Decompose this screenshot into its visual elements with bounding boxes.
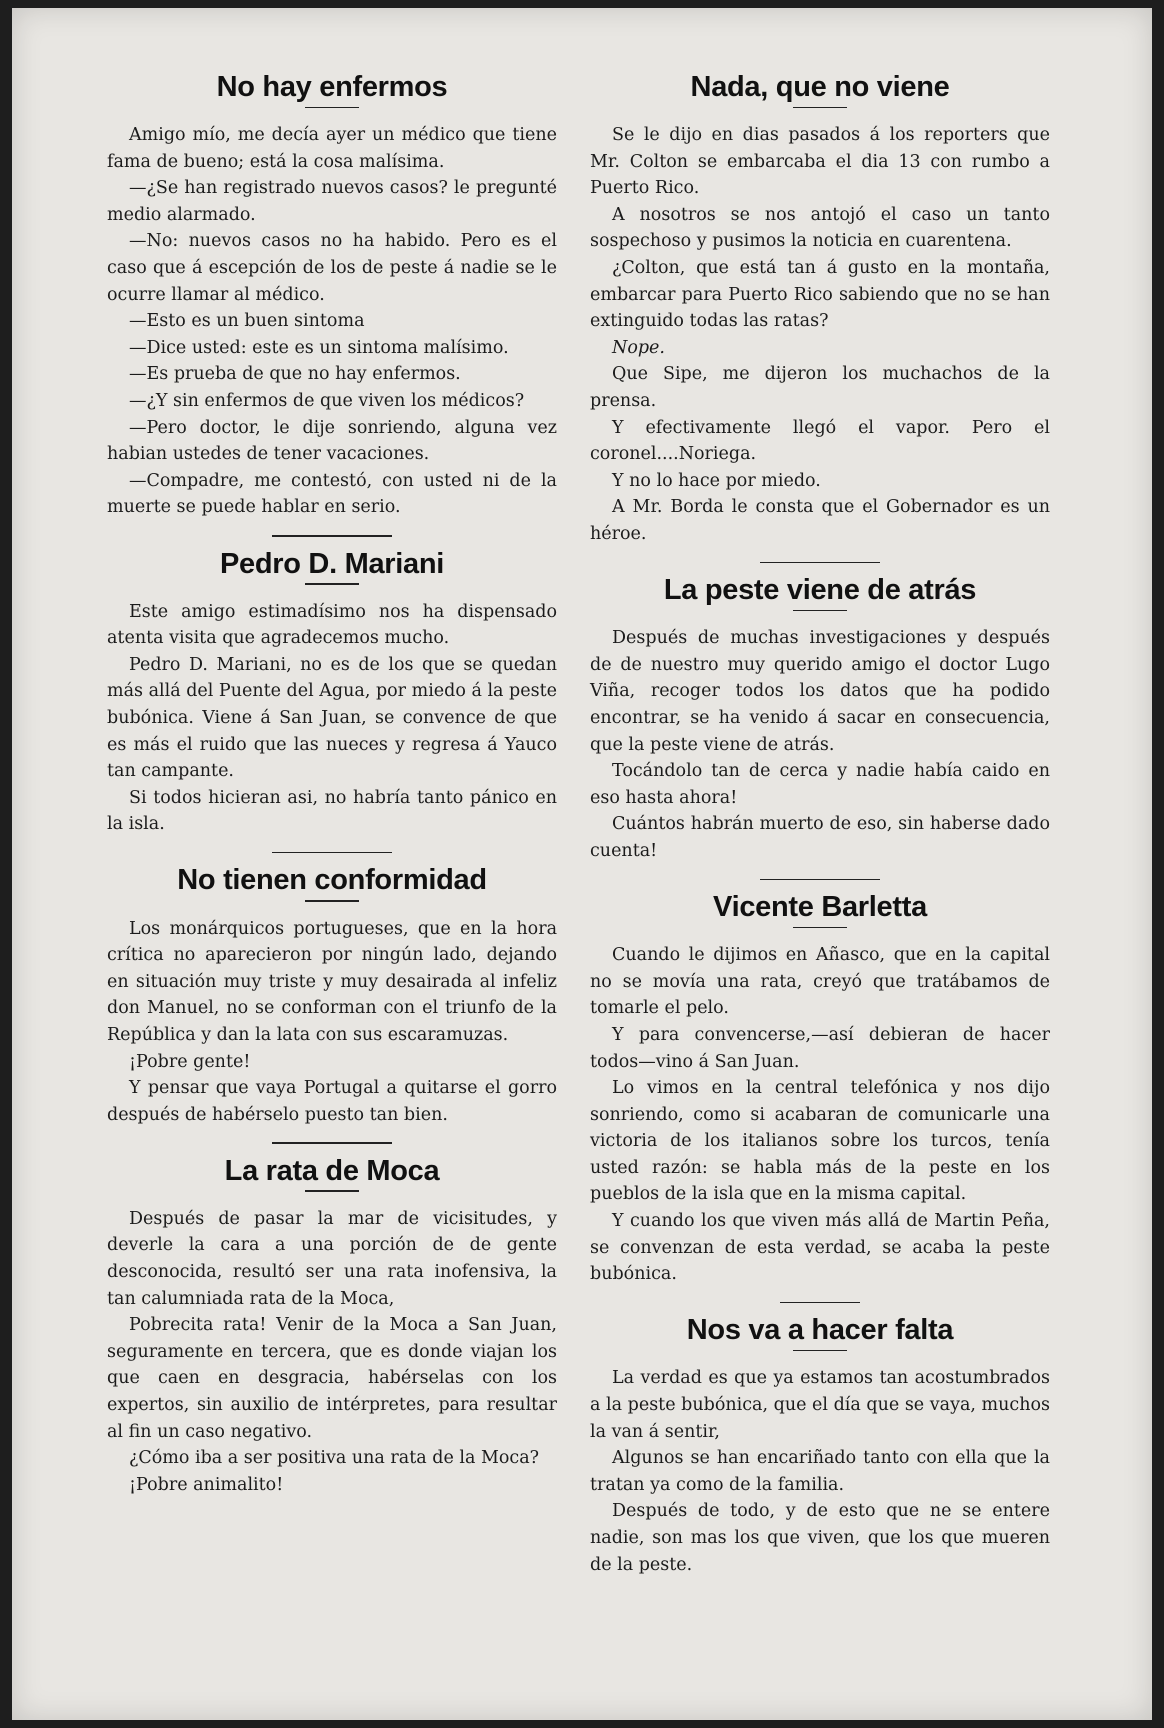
paragraph: ¿Colton, que está tan á gusto en la montaña, embarcar para Puerto Rico sabiendo que no se han extinguido todas las ratas? (590, 258, 1050, 332)
newspaper-page (12, 8, 1152, 1720)
paragraph: Algunos se han encariñado tanto con ella que la tratan ya como de la familia. (590, 1448, 1050, 1495)
paragraph: Pedro D. Mariani, no es de los que se quedan más allá del Puente del Agua, por miedo á la peste bubónica. Viene á San Juan, se convence de que es más el ruido que las nueces y regresa á Yauco tan campante. (107, 654, 557, 782)
article-vicente-barletta (590, 891, 1050, 1288)
headline-rule (793, 107, 847, 109)
paragraph: —Compadre, me contestó, con usted ni de la muerte se puede hablar en serio. (107, 470, 557, 518)
article-no-hay-enfermos (107, 71, 557, 521)
paragraph: Después de muchas investigaciones y después de de nuestro muy querido amigo el doctor Lugo Viña, recoger todos los datos que ha podido encontrar, se ha venido á sacar en consecuencia, que la peste viene de atrás. (590, 628, 1050, 755)
headline: Vicente Barletta (713, 891, 927, 924)
headline-rule (305, 107, 359, 109)
article-la-rata-de-moca (107, 1154, 557, 1499)
headline: No hay enfermos (216, 71, 448, 103)
headline: No tienen conformidad (177, 864, 487, 897)
headline-rule (305, 900, 359, 902)
paragraph: Este amigo estimadísimo nos ha dispensado atenta visita que agradecemos mucho. (107, 601, 557, 649)
headline: La peste viene de atrás (663, 574, 977, 607)
paragraph: Y para convencerse,—así debieran de hacer todos—vino á San Juan. (590, 1024, 1050, 1072)
paragraph: —¿Y sin enfermos de que viven los médicos? (129, 391, 525, 412)
section-divider (272, 1142, 392, 1144)
section-divider (760, 562, 880, 564)
paragraph: Después de todo, y de esto que ne se entere nadie, son mas los que viven, que los que mueren de la peste. (590, 1501, 1050, 1575)
paragraph: Después de pasar la mar de vicisitudes, y deverle la cara a una porción de de gente desconocida, resultó ser una rata inofensiva, la tan calumniada rata de la Moca, (107, 1208, 557, 1309)
headline-rule (793, 610, 847, 612)
paragraph: Lo vimos en la central telefónica y nos dijo sonriendo, como si acabaran de comunicarle una victoria de los italianos sobre los turcos, tenía usted razón: se habla más de la peste en los pueblos de la isla que en la misma capital. (590, 1078, 1050, 1205)
paragraph: Que Sipe, me dijeron los muchachos de la prensa. (590, 364, 1050, 412)
paragraph: ¿Cómo iba a ser positiva una rata de la Moca? (129, 1448, 540, 1469)
article-la-peste-viene-de-atras (590, 574, 1050, 864)
left-column (107, 68, 557, 1498)
paragraph: —Pero doctor, le dije sonriendo, alguna vez habian ustedes de tener vacaciones. (107, 417, 557, 465)
paragraph: —Esto es un buen sintoma (129, 311, 365, 332)
section-divider (272, 535, 392, 537)
paragraph: —No: nuevos casos no ha habido. Pero es el caso que á escepción de los de peste á nadie se le ocurre llamar al médico. (107, 231, 557, 305)
paragraph: La verdad es que ya estamos tan acostumbrados a la peste bubónica, que el día que se vaya, muchos la van á sentir, (590, 1368, 1050, 1442)
paragraph: Los monárquicos portugueses, que en la hora crítica no aparecieron por ningún lado, dejando en situación muy triste y muy desairada al infeliz don Manuel, no se conforman con el triunfo de la República y dan la lata con sus escaramuzas. (107, 918, 557, 1045)
section-divider (760, 879, 880, 881)
article-pedro-mariani (107, 547, 557, 838)
paragraph: Y efectivamente llegó el vapor. Pero el coronel....Noriega. (590, 417, 1050, 465)
paragraph: A Mr. Borda le consta que el Gobernador es un héroe. (590, 497, 1050, 544)
right-column (590, 68, 1050, 1578)
headline-rule (305, 583, 359, 585)
paragraph: Si todos hicieran asi, no habría tanto pánico en la isla. (107, 787, 557, 835)
paragraph: Y cuando los que viven más allá de Martin Peña, se convenzan de esta verdad, se acaba la peste bubónica. (590, 1211, 1050, 1285)
paragraph: —¿Se han registrado nuevos casos? le pregunté medio alarmado. (107, 178, 557, 225)
paragraph: Amigo mío, me decía ayer un médico que tiene fama de bueno; está la cosa malísima. (107, 125, 557, 172)
paragraph: Nope. (612, 337, 665, 358)
paragraph: Cuando le dijimos en Añasco, que en la capital no se movía una rata, creyó que tratábamos de tomarle el pelo. (590, 945, 1050, 1019)
paragraph: ¡Pobre animalito! (129, 1474, 284, 1495)
headline: La rata de Moca (224, 1154, 440, 1187)
paragraph: ¡Pobre gente! (129, 1051, 251, 1072)
headline-rule (793, 927, 847, 929)
headline-rule (305, 1190, 359, 1192)
paragraph: Se le dijo en dias pasados á los reporters que Mr. Colton se embarcaba el dia 13 con rumbo a Puerto Rico. (590, 125, 1050, 199)
paragraph: —Dice usted: este es un sintoma malísimo. (129, 337, 509, 358)
paragraph: Cuántos habrán muerto de eso, sin haberse dado cuenta! (590, 814, 1050, 861)
paragraph: —Es prueba de que no hay enfermos. (129, 364, 461, 385)
headline: Nos va a hacer falta (686, 1314, 954, 1347)
paragraph: Y pensar que vaya Portugal a quitarse el gorro después de habérselo puesto tan bien. (107, 1078, 557, 1125)
headline-rule (793, 1350, 847, 1352)
headline: Pedro D. Mariani (219, 547, 445, 580)
paragraph: A nosotros se nos antojó el caso un tanto sospechoso y pusimos la noticia en cuarentena. (590, 204, 1050, 252)
paragraph: Pobrecita rata! Venir de la Moca a San Juan, seguramente en tercera, que es donde viajan los que caen en desgracia, habérselas con los expertos, sin auxilio de intérpretes, para resultar al fin un caso negativo. (107, 1315, 557, 1442)
section-divider (272, 852, 392, 854)
article-nada-que-no-viene (590, 71, 1050, 548)
paragraph: Y no lo hace por miedo. (612, 470, 821, 491)
paragraph: Tocándolo tan de cerca y nadie había caido en eso hasta ahora! (590, 761, 1050, 808)
section-divider (780, 1302, 860, 1304)
article-no-tienen-conformidad (107, 864, 557, 1128)
article-nos-va-a-hacer-falta (590, 1314, 1050, 1578)
headline: Nada, que no viene (690, 71, 950, 103)
